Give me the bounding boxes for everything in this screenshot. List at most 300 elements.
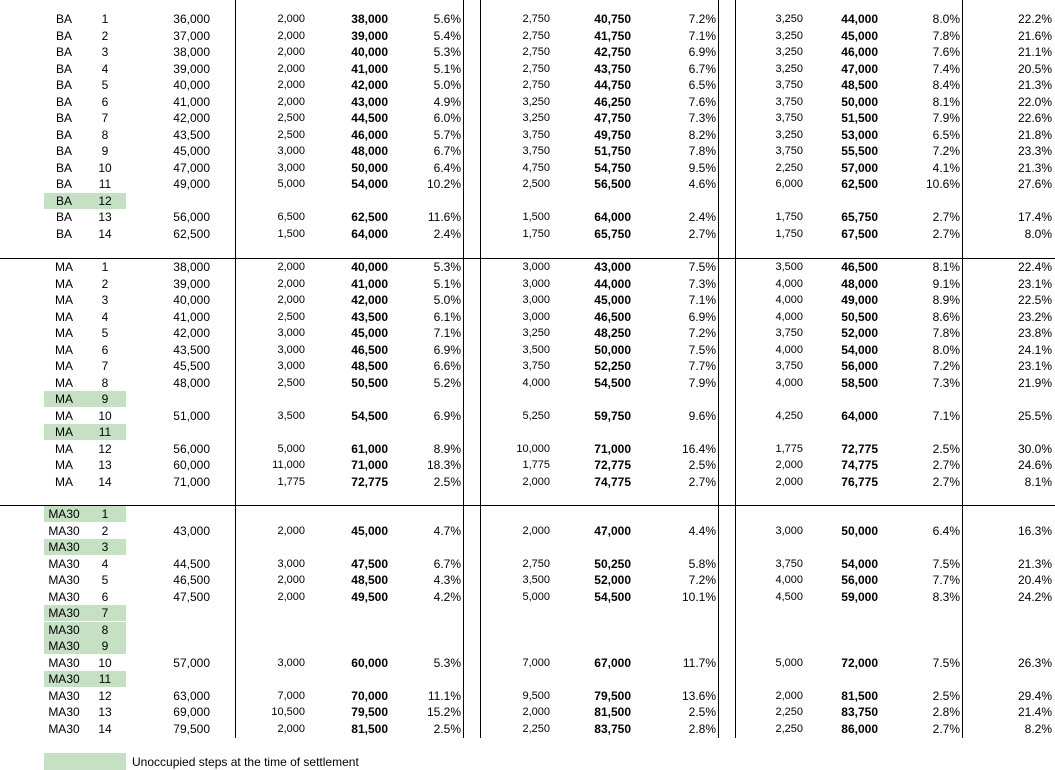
percent-2: 11.7%: [682, 655, 716, 670]
step-number: 12: [98, 688, 112, 703]
base-salary: 49,000: [173, 177, 210, 191]
total-1: 48,000: [351, 144, 388, 158]
percent-2: 7.3%: [688, 276, 716, 291]
base-salary: 39,000: [173, 61, 210, 76]
step-number: 13: [98, 458, 112, 472]
total-3: 55,500: [841, 144, 878, 158]
total-2: 47,750: [594, 111, 631, 125]
total-2: 54,500: [594, 375, 631, 390]
step-number: 10: [98, 655, 112, 670]
increment-3: 2,000: [775, 475, 803, 488]
percent-1: 15.2%: [426, 705, 461, 719]
total-2: 71,000: [594, 441, 631, 456]
total-1: 40,000: [351, 260, 388, 274]
percent-2: 7.1%: [688, 28, 716, 43]
increment-2: 2,000: [522, 706, 550, 718]
total-3: 54,000: [841, 556, 878, 571]
step-number: 2: [101, 28, 109, 43]
total-1: 49,500: [351, 589, 388, 604]
total-2: 54,750: [594, 160, 631, 175]
increment-3: 4,000: [775, 376, 803, 389]
cumulative-percent: 8.0%: [1024, 226, 1052, 241]
base-salary: 46,500: [173, 573, 210, 587]
column-divider: [480, 0, 481, 738]
percent-3: 2.7%: [932, 226, 960, 241]
increment-3: 3,750: [775, 557, 803, 570]
grade-label: MA: [55, 441, 73, 456]
grade-label: MA: [55, 359, 73, 373]
step-number: 4: [101, 61, 109, 76]
percent-2: 10.1%: [681, 589, 716, 604]
percent-1: 5.2%: [433, 375, 461, 390]
total-3: 45,000: [841, 28, 878, 43]
total-3: 47,000: [841, 61, 878, 76]
total-1: 71,000: [351, 458, 388, 472]
column-divider: [962, 0, 963, 738]
percent-3: 8.0%: [932, 342, 960, 357]
increment-3: 4,000: [775, 277, 803, 290]
increment-3: 1,750: [775, 227, 803, 240]
column-divider: [718, 0, 719, 738]
increment-3: 4,000: [775, 343, 803, 356]
total-1: 39,000: [351, 28, 388, 43]
percent-2: 5.8%: [688, 556, 716, 571]
cumulative-percent: 23.3%: [1017, 144, 1052, 158]
grade-label: BA: [55, 28, 72, 43]
cumulative-percent: 24.2%: [1017, 589, 1052, 604]
total-1: 40,000: [351, 45, 388, 59]
increment-2: 3,500: [522, 343, 550, 356]
increment-1: 3,000: [277, 343, 305, 356]
total-2: 56,500: [594, 177, 631, 191]
increment-2: 2,750: [522, 79, 550, 91]
increment-3: 2,250: [775, 706, 803, 718]
total-3: 44,000: [841, 12, 878, 26]
grade-label: MA: [55, 260, 73, 274]
total-2: 67,000: [594, 655, 631, 670]
step-number: 9: [101, 392, 109, 406]
percent-3: 8.4%: [932, 78, 960, 92]
percent-2: 7.2%: [688, 12, 716, 26]
increment-1: 2,500: [277, 112, 305, 124]
percent-2: 7.9%: [688, 375, 716, 390]
total-1: 50,500: [351, 375, 388, 390]
increment-2: 3,000: [522, 310, 550, 323]
total-1: 79,500: [351, 705, 388, 719]
increment-1: 3,000: [277, 145, 305, 157]
cumulative-percent: 16.3%: [1017, 523, 1052, 538]
total-3: 54,000: [841, 342, 878, 357]
increment-3: 3,250: [775, 46, 803, 58]
cumulative-percent: 23.8%: [1017, 326, 1052, 340]
base-salary: 43,000: [173, 523, 210, 538]
total-2: 81,500: [594, 705, 631, 719]
increment-1: 2,000: [277, 46, 305, 58]
total-3: 81,500: [841, 688, 878, 703]
total-3: 64,000: [841, 408, 878, 423]
grade-label: BA: [55, 160, 72, 175]
base-salary: 57,000: [173, 655, 210, 670]
increment-2: 3,000: [522, 277, 550, 290]
cumulative-percent: 21.4%: [1017, 705, 1052, 719]
increment-2: 2,750: [522, 62, 550, 75]
total-1: 61,000: [351, 441, 388, 456]
total-1: 45,000: [351, 326, 388, 340]
step-number: 12: [98, 441, 112, 456]
total-2: 41,750: [594, 28, 631, 43]
increment-3: 3,250: [775, 29, 803, 42]
percent-1: 5.4%: [433, 28, 461, 43]
total-3: 50,500: [841, 309, 878, 324]
grade-label: MA: [55, 408, 73, 423]
grade-label: BA: [55, 111, 72, 125]
grade-label: MA30: [48, 507, 80, 521]
column-divider: [463, 0, 464, 738]
step-number: 12: [98, 193, 112, 208]
percent-1: 6.4%: [433, 160, 461, 175]
total-1: 70,000: [351, 688, 388, 703]
increment-1: 2,000: [277, 62, 305, 75]
percent-3: 8.1%: [932, 260, 960, 274]
base-salary: 63,000: [173, 688, 210, 703]
total-3: 46,500: [841, 260, 878, 274]
section-divider: [0, 258, 1055, 259]
percent-2: 6.5%: [688, 78, 716, 92]
total-2: 65,750: [594, 226, 631, 241]
total-1: 44,500: [351, 111, 388, 125]
total-1: 81,500: [351, 721, 388, 736]
percent-1: 4.2%: [433, 589, 461, 604]
percent-1: 6.7%: [433, 556, 461, 571]
percent-3: 7.8%: [932, 28, 960, 43]
cumulative-percent: 25.5%: [1017, 408, 1052, 423]
percent-3: 7.2%: [932, 144, 960, 158]
total-2: 51,750: [594, 144, 631, 158]
increment-3: 3,750: [775, 95, 803, 108]
cumulative-percent: 21.3%: [1017, 160, 1052, 175]
total-2: 52,250: [594, 359, 631, 373]
total-3: 46,000: [841, 45, 878, 59]
increment-3: 3,750: [775, 79, 803, 91]
increment-2: 2,000: [522, 475, 550, 488]
total-2: 44,750: [594, 78, 631, 92]
increment-2: 2,250: [522, 722, 550, 735]
increment-3: 3,750: [775, 145, 803, 157]
grade-label: BA: [55, 94, 72, 109]
increment-2: 1,775: [522, 459, 550, 471]
base-salary: 41,000: [173, 309, 210, 324]
grade-label: BA: [55, 193, 72, 208]
grade-label: MA: [55, 375, 73, 390]
cumulative-percent: 22.0%: [1017, 94, 1052, 109]
total-3: 48,500: [841, 78, 878, 92]
grade-label: MA30: [48, 589, 80, 604]
percent-3: 2.7%: [932, 474, 960, 489]
grade-label: MA: [55, 293, 73, 307]
step-number: 14: [98, 474, 112, 489]
total-1: 46,000: [351, 127, 388, 142]
total-2: 46,250: [594, 94, 631, 109]
percent-3: 2.5%: [932, 688, 960, 703]
grade-label: BA: [55, 226, 72, 241]
total-2: 47,000: [594, 523, 631, 538]
percent-3: 8.1%: [932, 94, 960, 109]
percent-1: 11.6%: [427, 210, 461, 224]
increment-1: 2,000: [277, 13, 305, 25]
percent-1: 5.7%: [433, 127, 461, 142]
percent-3: 2.7%: [932, 458, 960, 472]
base-salary: 42,000: [173, 111, 210, 125]
total-2: 79,500: [594, 688, 631, 703]
increment-1: 5,000: [277, 178, 305, 190]
base-salary: 40,000: [173, 293, 210, 307]
base-salary: 79,500: [173, 721, 210, 736]
total-1: 42,000: [351, 78, 388, 92]
base-salary: 62,500: [173, 226, 210, 241]
base-salary: 43,500: [173, 342, 210, 357]
percent-2: 7.3%: [688, 111, 716, 125]
grade-label: BA: [55, 127, 72, 142]
percent-2: 6.7%: [688, 61, 716, 76]
total-1: 47,500: [351, 556, 388, 571]
increment-2: 2,500: [522, 178, 550, 190]
grade-label: MA: [55, 392, 73, 406]
total-3: 59,000: [841, 589, 878, 604]
increment-2: 2,750: [522, 29, 550, 42]
percent-1: 4.3%: [433, 573, 461, 587]
cumulative-percent: 21.6%: [1017, 28, 1052, 43]
base-salary: 38,000: [173, 45, 210, 59]
percent-2: 7.7%: [688, 359, 716, 373]
step-number: 14: [98, 226, 112, 241]
total-1: 48,500: [351, 359, 388, 373]
total-3: 65,750: [841, 210, 878, 224]
step-number: 7: [101, 359, 109, 373]
step-number: 6: [101, 342, 109, 357]
increment-1: 3,000: [277, 656, 305, 669]
total-1: 64,000: [351, 226, 388, 241]
total-1: 41,000: [351, 61, 388, 76]
increment-2: 3,000: [522, 294, 550, 306]
percent-3: 8.0%: [932, 12, 960, 26]
grade-label: MA30: [48, 672, 80, 686]
total-2: 52,000: [594, 573, 631, 587]
increment-1: 10,500: [271, 706, 305, 718]
grade-label: MA30: [48, 606, 80, 620]
legend-label: Unoccupied steps at the time of settlement: [132, 755, 359, 769]
cumulative-percent: 8.2%: [1024, 721, 1052, 736]
increment-3: 3,750: [775, 360, 803, 372]
cumulative-percent: 21.3%: [1017, 78, 1052, 92]
percent-3: 7.9%: [932, 111, 960, 125]
increment-3: 4,000: [775, 310, 803, 323]
increment-2: 2,750: [522, 13, 550, 25]
percent-2: 7.2%: [688, 326, 716, 340]
base-salary: 51,000: [173, 408, 210, 423]
increment-2: 2,750: [522, 46, 550, 58]
step-number: 8: [101, 622, 109, 637]
base-salary: 43,500: [173, 127, 210, 142]
cumulative-percent: 23.1%: [1017, 359, 1052, 373]
increment-1: 2,000: [277, 294, 305, 306]
percent-2: 2.5%: [688, 705, 716, 719]
increment-3: 4,000: [775, 574, 803, 586]
step-number: 6: [101, 94, 109, 109]
percent-1: 5.3%: [433, 45, 461, 59]
increment-1: 3,000: [277, 557, 305, 570]
percent-3: 8.3%: [932, 589, 960, 604]
increment-3: 4,250: [775, 409, 803, 422]
base-salary: 69,000: [173, 705, 210, 719]
percent-1: 6.0%: [433, 111, 461, 125]
increment-1: 3,000: [277, 161, 305, 174]
total-2: 59,750: [594, 408, 631, 423]
percent-2: 2.5%: [688, 458, 716, 472]
increment-2: 2,000: [522, 524, 550, 537]
total-1: 43,000: [351, 94, 388, 109]
total-2: 44,000: [594, 276, 631, 291]
increment-3: 2,000: [775, 689, 803, 702]
percent-1: 10.2%: [426, 177, 461, 191]
total-3: 76,775: [841, 474, 878, 489]
increment-2: 3,750: [522, 145, 550, 157]
increment-3: 3,250: [775, 62, 803, 75]
percent-2: 9.6%: [688, 408, 716, 423]
grade-label: BA: [55, 78, 72, 92]
base-salary: 40,000: [173, 78, 210, 92]
percent-1: 6.1%: [433, 309, 461, 324]
percent-1: 18.3%: [426, 458, 461, 472]
increment-3: 4,500: [775, 590, 803, 603]
base-salary: 45,500: [173, 359, 210, 373]
base-salary: 71,000: [173, 474, 210, 489]
increment-3: 1,775: [775, 442, 803, 455]
total-3: 50,000: [841, 94, 878, 109]
grade-label: MA: [55, 425, 73, 439]
percent-3: 10.6%: [925, 177, 960, 191]
increment-1: 2,000: [277, 261, 305, 273]
increment-1: 2,000: [277, 95, 305, 108]
percent-3: 7.6%: [932, 45, 960, 59]
step-number: 3: [101, 293, 109, 307]
grade-label: MA30: [48, 655, 80, 670]
increment-1: 11,000: [272, 459, 305, 471]
percent-1: 8.9%: [433, 441, 461, 456]
grade-label: MA: [55, 342, 73, 357]
percent-3: 7.5%: [932, 556, 960, 571]
percent-1: 2.4%: [433, 226, 461, 241]
grade-label: MA30: [48, 556, 80, 571]
increment-1: 2,000: [277, 524, 305, 537]
cumulative-percent: 22.4%: [1017, 260, 1052, 274]
percent-3: 7.1%: [932, 408, 960, 423]
base-salary: 47,500: [173, 589, 210, 604]
total-2: 72,775: [594, 458, 631, 472]
percent-2: 13.6%: [681, 688, 716, 703]
increment-1: 2,000: [277, 722, 305, 735]
percent-2: 4.4%: [688, 523, 716, 538]
step-number: 10: [98, 160, 112, 175]
increment-1: 1,500: [277, 227, 305, 240]
increment-3: 3,750: [775, 112, 803, 124]
cumulative-percent: 24.6%: [1017, 458, 1052, 472]
grade-label: BA: [55, 210, 72, 224]
percent-1: 5.1%: [433, 61, 461, 76]
percent-1: 5.0%: [433, 78, 461, 92]
percent-3: 4.1%: [932, 160, 960, 175]
percent-1: 2.5%: [433, 721, 461, 736]
grade-label: MA: [55, 474, 73, 489]
grade-label: MA30: [48, 705, 80, 719]
total-2: 43,000: [594, 260, 631, 274]
percent-2: 8.2%: [688, 127, 716, 142]
grade-label: MA: [55, 276, 73, 291]
grade-label: BA: [55, 177, 72, 191]
grade-label: BA: [55, 61, 72, 76]
total-1: 50,000: [351, 160, 388, 175]
increment-3: 2,250: [775, 722, 803, 735]
total-3: 48,000: [841, 276, 878, 291]
increment-1: 2,000: [277, 29, 305, 42]
grade-label: MA30: [48, 523, 80, 538]
percent-1: 6.9%: [433, 342, 461, 357]
grade-label: BA: [55, 12, 72, 26]
step-number: 8: [101, 127, 109, 142]
section-divider: [0, 505, 1055, 506]
grade-label: BA: [55, 45, 72, 59]
cumulative-percent: 30.0%: [1017, 441, 1052, 456]
percent-3: 7.4%: [932, 61, 960, 76]
increment-2: 5,000: [522, 590, 550, 603]
base-salary: 36,000: [173, 12, 210, 26]
step-number: 9: [101, 144, 109, 158]
percent-3: 7.2%: [932, 359, 960, 373]
grade-label: MA: [55, 458, 73, 472]
percent-2: 4.6%: [688, 177, 716, 191]
base-salary: 41,000: [173, 94, 210, 109]
base-salary: 44,500: [173, 556, 210, 571]
increment-1: 2,500: [277, 376, 305, 389]
increment-2: 4,000: [522, 376, 550, 389]
step-number: 13: [98, 210, 112, 224]
percent-3: 6.5%: [932, 127, 960, 142]
percent-3: 2.8%: [932, 705, 960, 719]
increment-2: 3,250: [522, 95, 550, 108]
step-number: 3: [101, 540, 109, 554]
percent-3: 7.7%: [932, 573, 960, 587]
total-1: 42,000: [351, 293, 388, 307]
total-3: 74,775: [841, 458, 878, 472]
percent-2: 9.5%: [688, 160, 716, 175]
increment-2: 1,750: [522, 227, 550, 240]
percent-2: 6.9%: [688, 45, 716, 59]
percent-2: 16.4%: [681, 441, 716, 456]
grade-label: MA30: [48, 573, 80, 587]
total-3: 86,000: [841, 721, 878, 736]
increment-2: 10,000: [516, 442, 550, 455]
percent-1: 5.0%: [433, 293, 461, 307]
step-number: 5: [101, 573, 109, 587]
increment-3: 3,500: [775, 261, 803, 273]
increment-2: 3,250: [522, 327, 550, 339]
step-number: 5: [101, 78, 109, 92]
percent-3: 2.7%: [932, 210, 960, 224]
increment-3: 2,000: [775, 459, 803, 471]
increment-1: 2,000: [277, 590, 305, 603]
percent-2: 7.5%: [688, 342, 716, 357]
cumulative-percent: 29.4%: [1017, 688, 1052, 703]
increment-1: 2,500: [277, 128, 305, 141]
